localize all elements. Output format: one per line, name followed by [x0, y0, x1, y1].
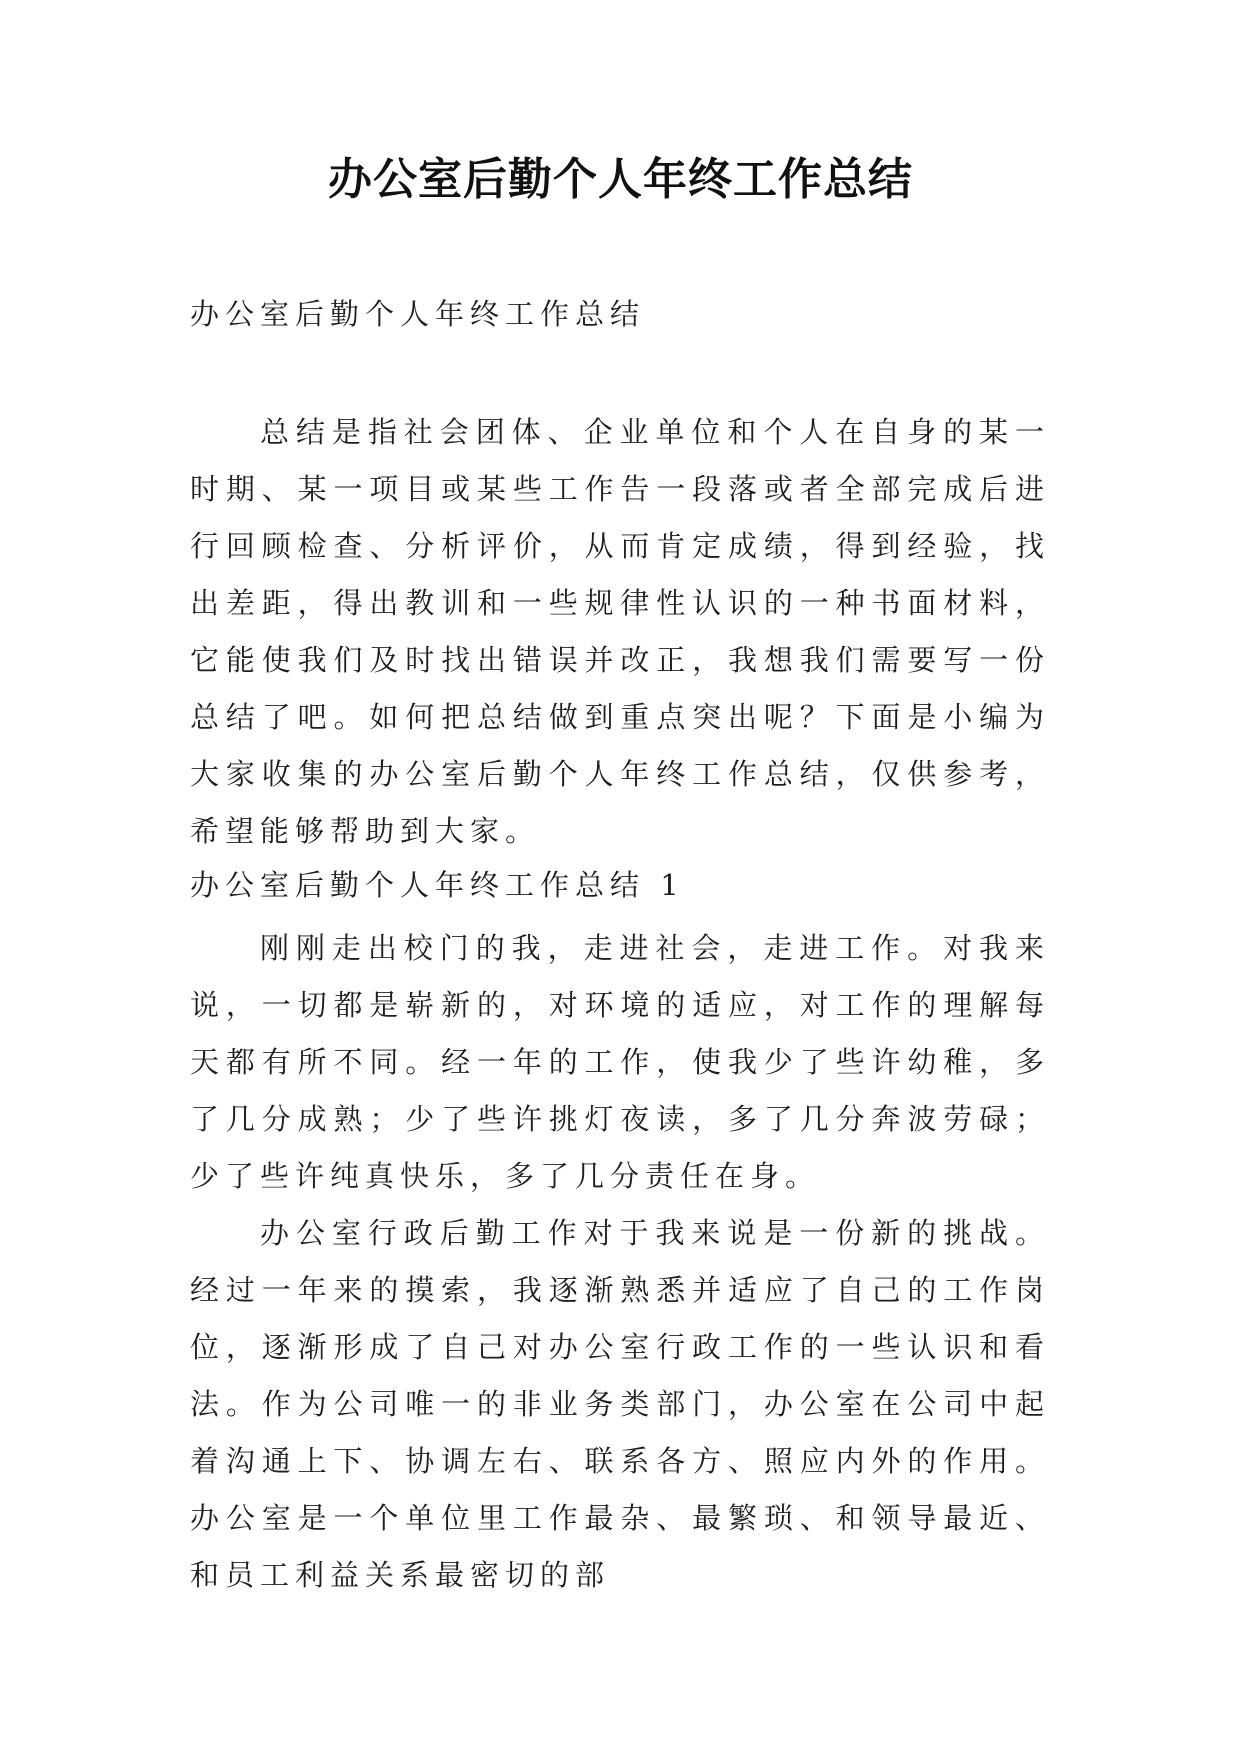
document-title: 办公室后勤个人年终工作总结	[328, 154, 913, 205]
document-subtitle: 办公室后勤个人年终工作总结	[190, 297, 646, 331]
section-heading: 办公室后勤个人年终工作总结 1	[190, 868, 685, 902]
intro-paragraph: 总结是指社会团体、企业单位和个人在自身的某一时期、某一项目或某些工作告一段落或者全部完成后进行回顾检查、分析评价，从而肯定成绩，得到经验，找出差距，得出教训和一些规律性认识的一种书面材料，它能使我们及时找出错误并改正，我想我们需要写一份总结了吧。如何把总结做到重点突出呢？下面是小编为大家收集的办公室后勤个人年终工作总结，仅供参考，希望能够帮助到大家。	[190, 415, 1050, 848]
body-paragraph: 刚刚走出校门的我，走进社会，走进工作。对我来说，一切都是崭新的，对环境的适应，对工作的理解每天都有所不同。经一年的工作，使我少了些许幼稚，多了几分成熟；少了些许挑灯夜读，多了几分奔波劳碌；少了些许纯真快乐，多了几分责任在身。	[190, 931, 1050, 1193]
body-paragraph: 办公室行政后勤工作对于我来说是一份新的挑战。经过一年来的摸索，我逐渐熟悉并适应了自己的工作岗位，逐渐形成了自己对办公室行政工作的一些认识和看法。作为公司唯一的非业务类部门，办公室在公司中起着沟通上下、协调左右、联系各方、照应内外的作用。办公室是一个单位里工作最杂、最繁琐、和领导最近、和员工利益关系最密切的部	[190, 1216, 1050, 1592]
